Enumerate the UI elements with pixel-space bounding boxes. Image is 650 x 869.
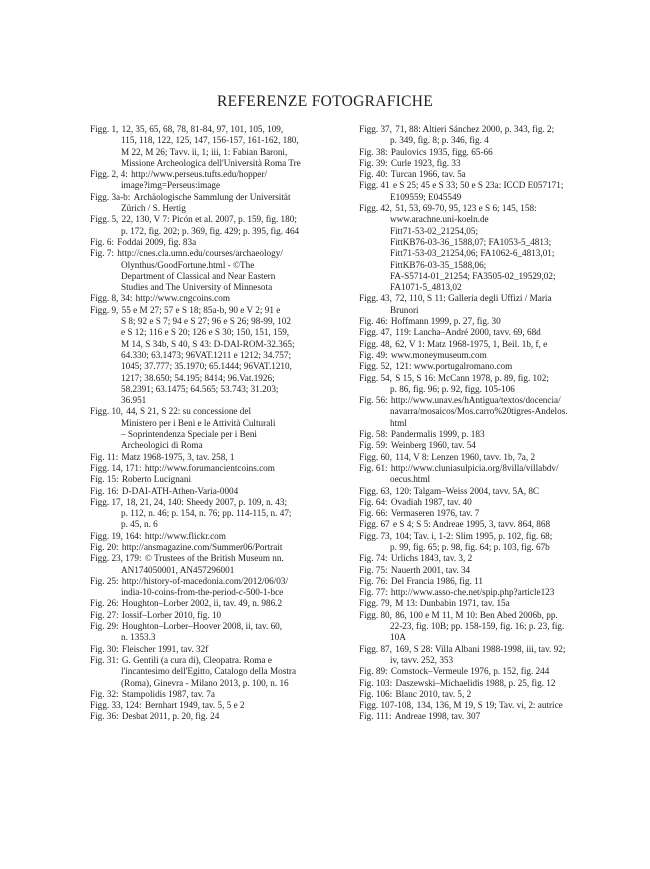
reference-entry <box>90 655 352 689</box>
reference-line: 86, 100 e M 11, M 10: Ben Abed 2006b, pp. <box>395 609 558 620</box>
figure-label: Figg. 14, 171: <box>90 462 142 473</box>
reference-line: 71, 88: Altieri Sánchez 2000, p. 343, fig. 2; <box>395 124 555 134</box>
reference-line: Iossif–Lorber 2010, fig. 10 <box>121 609 222 620</box>
reference-entry <box>359 610 629 644</box>
reference-entry <box>90 463 352 474</box>
reference-line: n. 1353.3 <box>121 632 156 643</box>
figure-label: Fig. 89: <box>359 666 388 677</box>
reference-line: 104; Tav. i, 1-2: Slim 1995, p. 102, fig. 68; <box>395 530 553 541</box>
reference-line: 114, V 8: Lenzen 1960, tavv. 1b, 7a, 2 <box>395 451 536 462</box>
reference-entry <box>90 610 352 621</box>
figure-label: Fig. 75: <box>359 564 388 575</box>
reference-entry <box>359 452 629 463</box>
reference-line: Ministero per i Beni e le Attività Culturali <box>121 417 276 428</box>
reference-line: 51, 53, 69-70, 95, 123 e S 6; 145, 158: <box>395 203 537 214</box>
reference-line: Bernhart 1949, tav. 5, 5 e 2 <box>144 700 245 711</box>
figure-label: Figg. 8, 34: <box>90 293 133 304</box>
reference-entry <box>90 689 352 700</box>
reference-line: E109559; E045549 <box>390 191 462 202</box>
figure-label: Figg. 73, <box>359 530 392 541</box>
reference-line: AN174050001, AN457296001 <box>121 564 235 575</box>
figure-label: Fig. 36: <box>90 711 119 722</box>
reference-line: p. 45, n. 6 <box>121 519 158 530</box>
reference-line: Zürich / S. Hertig <box>121 203 186 214</box>
reference-line: – Soprintendenza Speciale per i Beni <box>121 429 257 440</box>
reference-line: 18, 21, 24, 140: Sheedy 2007, p. 109, n. 43; <box>126 496 288 507</box>
reference-entry <box>90 486 352 497</box>
reference-line: FA-S5714-01_21254; FA3505-02_19529,02; <box>390 270 556 281</box>
figure-label: Figg. 37, <box>359 124 392 134</box>
figure-label: Fig. 7: <box>90 248 114 259</box>
reference-entry <box>359 644 629 667</box>
reference-line: Department of Classical and Near Eastern <box>121 270 276 281</box>
reference-line: 22-23, fig. 10B; pp. 158-159, fig. 16; p. 23, fig. <box>390 621 565 632</box>
reference-line: http://cnes.cla.umn.edu/courses/archaeology/ <box>117 248 283 259</box>
figure-label: Fig. 39: <box>359 157 388 168</box>
reference-line: Andreae 1998, tav. 307 <box>394 711 481 722</box>
reference-line: Brunori <box>390 304 419 315</box>
reference-line: Vermaseren 1976, tav. 7 <box>390 508 480 519</box>
reference-line: Fleischer 1991, tav. 32f <box>121 643 209 654</box>
figure-label: Fig. 77: <box>359 587 388 598</box>
reference-line: 1217; 38.650; 54.195; 8414; 96.Vat.1926; <box>121 372 275 383</box>
figure-label: Fig. 111: <box>359 711 392 722</box>
reference-line: 72, 110, S 11: Galleria degli Uffizi / Maria <box>395 293 552 304</box>
figure-label: Figg. 5, <box>90 214 119 225</box>
reference-line: 119: Lancha–André 2000, tavv. 69, 68d <box>395 327 541 338</box>
reference-line: p. 172, fig. 202; p. 369, fig. 429; p. 395, fig. 464 <box>121 225 300 236</box>
figure-label: Figg. 63, <box>359 485 392 496</box>
reference-line: www.moneymuseum.com <box>390 349 487 360</box>
figure-label: Fig. 56: <box>359 395 388 406</box>
reference-entry <box>359 124 629 147</box>
figure-label: Fig. 64: <box>359 496 388 507</box>
reference-line: http://www.flickr.com <box>144 530 226 541</box>
reference-line: FittKB76-03-36_1588,07; FA1053-5_4813; <box>390 236 552 247</box>
reference-entry <box>90 305 352 407</box>
figure-label: Fig. 61: <box>359 462 388 473</box>
reference-entry <box>359 531 629 554</box>
figure-label: Figg. 107-108, <box>359 700 414 711</box>
figure-label: Figg. 48, <box>359 338 392 349</box>
figure-label: Fig. 29: <box>90 621 119 632</box>
reference-line: Stampolidis 1987, tav. 7a <box>121 688 215 699</box>
reference-line: M 13: Dunbabin 1971, tav. 15a <box>395 598 510 609</box>
reference-line: Desbat 2011, p. 20, fig. 24 <box>121 711 220 722</box>
reference-entry <box>359 463 629 486</box>
reference-line: 12, 35, 65, 68, 78, 81-84, 97, 101, 105, 109, <box>121 124 284 134</box>
reference-entry <box>90 553 352 576</box>
figure-label: Fig. 66: <box>359 508 388 519</box>
reference-entry <box>90 214 352 237</box>
reference-line: 121: www.portugalromano.com <box>395 361 513 372</box>
reference-entry <box>359 373 629 396</box>
reference-line: navarra/mosaicos/Mos.carro%20tigres-Andelos. <box>390 406 568 417</box>
reference-line: http://www.perseus.tufts.edu/hopper/ <box>131 169 267 180</box>
reference-line: Turcan 1966, tav. 5a <box>390 169 466 180</box>
reference-line: Fitt71-53-03_21254,06; FA1062-6_4813,01; <box>390 248 555 259</box>
figure-label: Fig. 76: <box>359 575 388 586</box>
reference-line: 58.2391; 63.1475; 64.565; 53.743; 31.203; <box>121 383 279 394</box>
figure-label: Fig. 58: <box>359 429 388 440</box>
reference-entry <box>359 316 629 327</box>
reference-entry <box>90 576 352 599</box>
reference-line: Pandermalis 1999, p. 183 <box>390 429 485 440</box>
reference-entry <box>359 576 629 587</box>
reference-line: 115, 118, 122, 125, 147, 156-157, 161-162, 180, <box>121 135 299 146</box>
reference-entry <box>359 180 629 203</box>
reference-line: Archeologici di Roma <box>121 440 203 451</box>
reference-entry <box>359 327 629 338</box>
reference-line: image?img=Perseus:image <box>121 180 221 191</box>
reference-entry <box>359 203 629 293</box>
reference-line: (Roma), Ginevra - Milano 2013, p. 100, n. 16 <box>121 677 289 688</box>
reference-entry <box>359 440 629 451</box>
figure-label: Figg. 42, <box>359 203 392 214</box>
figure-label: Figg. 3a-b: <box>90 191 131 202</box>
reference-line: Missione Archeologica dell'Università Roma Tre <box>121 157 301 168</box>
reference-line: http://www.asso-che.net/spip.php?article123 <box>390 587 555 598</box>
reference-line: 44, S 21, S 22: su concessione del <box>126 406 252 417</box>
reference-entry <box>359 598 629 609</box>
reference-line: Olynthus/GoodFortune.html - ©The <box>121 259 255 270</box>
figure-label: Fig. 15: <box>90 474 119 485</box>
figure-label: Figg. 17, <box>90 496 123 507</box>
reference-line: e S 4; S 5: Andreae 1995, 3, tavv. 864, 868 <box>392 519 551 530</box>
figure-label: Figg. 1, <box>90 124 119 134</box>
figure-label: Figg. 54, <box>359 372 392 383</box>
reference-line: © Trustees of the British Museum nn. <box>144 553 284 564</box>
reference-line: Weinberg 1960, tav. 54 <box>390 440 476 451</box>
reference-line: http://www.cluniasulpicia.org/8villa/villabdv/ <box>390 462 559 473</box>
reference-entry <box>90 237 352 248</box>
figure-label: Fig. 103: <box>359 677 393 688</box>
reference-entry <box>359 147 629 158</box>
figure-label: Fig. 32: <box>90 688 119 699</box>
reference-entry <box>359 508 629 519</box>
reference-line: Nauerth 2001, tav. 34 <box>390 564 471 575</box>
reference-line: p. 112, n. 46; p. 154, n. 76; pp. 114-115, n. 47; <box>121 508 292 519</box>
reference-entry <box>90 700 352 711</box>
reference-line: Roberto Lucignani <box>121 474 192 485</box>
reference-line: l'incantesimo dell'Egitto, Catalogo della Mostra <box>121 666 297 677</box>
figure-label: Figg. 47, <box>359 327 392 338</box>
reference-line: Hoffmann 1999, p. 27, fig. 30 <box>390 316 501 327</box>
reference-entry <box>90 124 352 169</box>
figure-label: Figg. 10, <box>90 406 123 417</box>
reference-entry <box>359 678 629 689</box>
reference-line: Del Francia 1986, fig. 11 <box>390 575 483 586</box>
reference-line: http://ansmagazine.com/Summer06/Portrait <box>121 541 283 552</box>
reference-line: Blanc 2010, tav. 5, 2 <box>395 688 472 699</box>
figure-label: Fig. 25: <box>90 575 119 586</box>
reference-line: 22, 130, V 7: Picón et al. 2007, p. 159, fig. 180; <box>121 214 297 225</box>
reference-entry <box>359 587 629 598</box>
reference-line: M 14, S 34b, S 40, S 43: D-DAI-ROM-32.365; <box>121 338 295 349</box>
reference-line: html <box>390 417 407 428</box>
reference-line: FA1071-5_4813,02 <box>390 282 462 293</box>
reference-entry <box>90 192 352 215</box>
figure-label: Fig. 26: <box>90 598 119 609</box>
reference-line: iv, tavv. 252, 353 <box>390 654 454 665</box>
figure-label: Figg. 79, <box>359 598 392 609</box>
reference-entry <box>359 429 629 440</box>
figure-label: Figg. 80, <box>359 609 392 620</box>
figure-label: Fig. 31: <box>90 654 119 665</box>
reference-line: G. Gentili (a cura di), Cleopatra. Roma e <box>121 654 272 665</box>
figure-label: Figg. 9, <box>90 304 119 315</box>
reference-entry <box>359 565 629 576</box>
reference-entry <box>90 542 352 553</box>
figure-label: Fig. 6: <box>90 236 114 247</box>
reference-entry <box>90 621 352 644</box>
reference-entry <box>359 350 629 361</box>
figure-label: Fig. 49: <box>359 349 388 360</box>
reference-line: Fitt71-53-02_21254,05; <box>390 225 479 236</box>
reference-line: http://www.unav.es/hAntigua/textos/docencia/ <box>390 395 561 406</box>
reference-entry <box>359 519 629 530</box>
reference-entry <box>90 598 352 609</box>
reference-line: india-10-coins-from-the-period-c-500-1-bce <box>121 587 284 598</box>
figure-label: Fig. 46: <box>359 316 388 327</box>
reference-entry <box>90 644 352 655</box>
reference-entry <box>359 158 629 169</box>
figure-label: Figg. 33, 124: <box>90 700 142 711</box>
figure-label: Figg. 67 <box>359 519 390 530</box>
reference-line: D-DAI-ATH-Athen-Varia-0004 <box>121 485 239 496</box>
reference-line: 1045; 37.777; 35.1970; 65.1444; 96VAT.1210, <box>121 361 292 372</box>
figure-label: Figg. 43, <box>359 293 392 304</box>
figure-label: Fig. 106: <box>359 688 393 699</box>
reference-line: e S 12; 116 e S 20; 126 e S 30; 150, 151, 159, <box>121 327 290 338</box>
figure-label: Fig. 30: <box>90 643 119 654</box>
left-column <box>90 124 352 723</box>
reference-line: http://history-of-macedonia.com/2012/06/03/ <box>121 575 289 586</box>
figure-label: Figg. 19, 164: <box>90 530 142 541</box>
figure-label: Fig. 59: <box>359 440 388 451</box>
reference-line: Daszewski–Michaelidis 1988, p. 25, fig. 12 <box>395 677 556 688</box>
reference-line: Matz 1968-1975, 3, tav. 258, 1 <box>121 451 235 462</box>
figure-label: Figg. 87, <box>359 643 392 654</box>
reference-line: Curle 1923, fig. 33 <box>390 157 461 168</box>
figure-label: Fig. 11: <box>90 451 119 462</box>
figure-label: Fig. 74: <box>359 553 388 564</box>
reference-entry <box>359 293 629 316</box>
reference-line: M 22, M 26; Tavv. ii, 1; iii, 1: Fabian Baroni, <box>121 146 288 157</box>
reference-entry <box>90 474 352 485</box>
reference-line: http://www.forumancientcoins.com <box>144 462 275 473</box>
reference-entry <box>90 711 352 722</box>
reference-line: Studies and The University of Minnesota <box>121 282 273 293</box>
reference-entry <box>90 531 352 542</box>
reference-entry <box>359 497 629 508</box>
reference-line: 64.330; 63.1473; 96VAT.1211 e 1212; 34.757; <box>121 349 292 360</box>
page-title: REFERENZE FOTOGRAFICHE <box>216 93 433 110</box>
reference-line: 134, 136, M 19, S 19; Tav. vi, 2: autrice <box>416 700 563 711</box>
reference-line: p. 86, fig. 96; p. 92, figg. 105-106 <box>390 383 515 394</box>
reference-line: p. 349, fig. 8; p. 346, fig. 4 <box>390 135 489 146</box>
reference-entry <box>90 293 352 304</box>
reference-entry <box>359 711 629 722</box>
reference-entry <box>359 553 629 564</box>
reference-entry <box>359 700 629 711</box>
reference-line: Houghton–Lorber–Hoover 2008, ii, tav. 60, <box>121 621 283 632</box>
reference-line: 120: Talgam–Weiss 2004, tavv. 5A, 8C <box>395 485 540 496</box>
reference-line: 10A <box>390 632 406 643</box>
reference-entry <box>90 497 352 531</box>
reference-entry <box>359 395 629 429</box>
reference-line: Ovadiah 1987, tav. 40 <box>390 496 472 507</box>
reference-line: Archäologische Sammlung der Universität <box>133 191 291 202</box>
figure-label: Figg. 2, 4: <box>90 169 128 180</box>
reference-line: Foddai 2009, fig. 83a <box>117 236 197 247</box>
reference-line: Comstock–Vermeule 1976, p. 152, fig. 244 <box>390 666 550 677</box>
figure-label: Fig. 20: <box>90 541 119 552</box>
figure-label: Fig. 27: <box>90 609 119 620</box>
reference-entry <box>90 406 352 451</box>
reference-entry <box>359 486 629 497</box>
reference-line: Paulovics 1935, figg. 65-66 <box>390 146 493 157</box>
reference-entry <box>359 361 629 372</box>
reference-line: 36.951 <box>121 395 147 406</box>
right-column <box>359 124 629 723</box>
reference-entry <box>90 248 352 293</box>
reference-line: S 15, S 16: McCann 1978, p. 89, fig. 102; <box>395 372 549 383</box>
figure-label: Fig. 38: <box>359 146 388 157</box>
reference-line: FittKB76-03-35_1588,06; <box>390 259 487 270</box>
reference-entry <box>359 666 629 677</box>
figure-label: Figg. 52, <box>359 361 392 372</box>
reference-entry <box>90 452 352 463</box>
reference-line: Urlichs 1843, tav. 3, 2 <box>390 553 473 564</box>
reference-line: e S 25; 45 e S 33; 50 e S 23a: ICCD E057171; <box>392 180 564 191</box>
figure-label: Figg. 23, 179: <box>90 553 142 564</box>
figure-label: Fig. 40: <box>359 169 388 180</box>
figure-label: Figg. 41 <box>359 180 390 191</box>
reference-entry <box>359 169 629 180</box>
reference-line: Houghton–Lorber 2002, ii, tav. 49, n. 986.2 <box>121 598 283 609</box>
reference-entry <box>90 169 352 192</box>
reference-line: p. 99, fig. 65; p. 98, fig. 64; p. 103, fig. 67b <box>390 541 550 552</box>
reference-line: www.arachne.uni-koeln.de <box>390 214 489 225</box>
reference-entry <box>359 339 629 350</box>
figure-label: Fig. 16: <box>90 485 119 496</box>
figure-label: Figg. 60, <box>359 451 392 462</box>
reference-entry <box>359 689 629 700</box>
reference-line: http://www.cngcoins.com <box>135 293 230 304</box>
reference-line: oecus.html <box>390 474 431 485</box>
reference-line: 169, S 28: Villa Albani 1988-1998, iii, tav. 92; <box>395 643 566 654</box>
reference-line: 62, V 1: Matz 1968-1975, 1, Beil. 1b, f, e <box>395 338 548 349</box>
reference-line: S 8; 92 e S 7; 94 e S 27; 96 e S 26; 98-99, 102 <box>121 316 291 327</box>
reference-line: 55 e M 27; 57 e S 18; 85a-b, 90 e V 2; 91 e <box>121 304 281 315</box>
